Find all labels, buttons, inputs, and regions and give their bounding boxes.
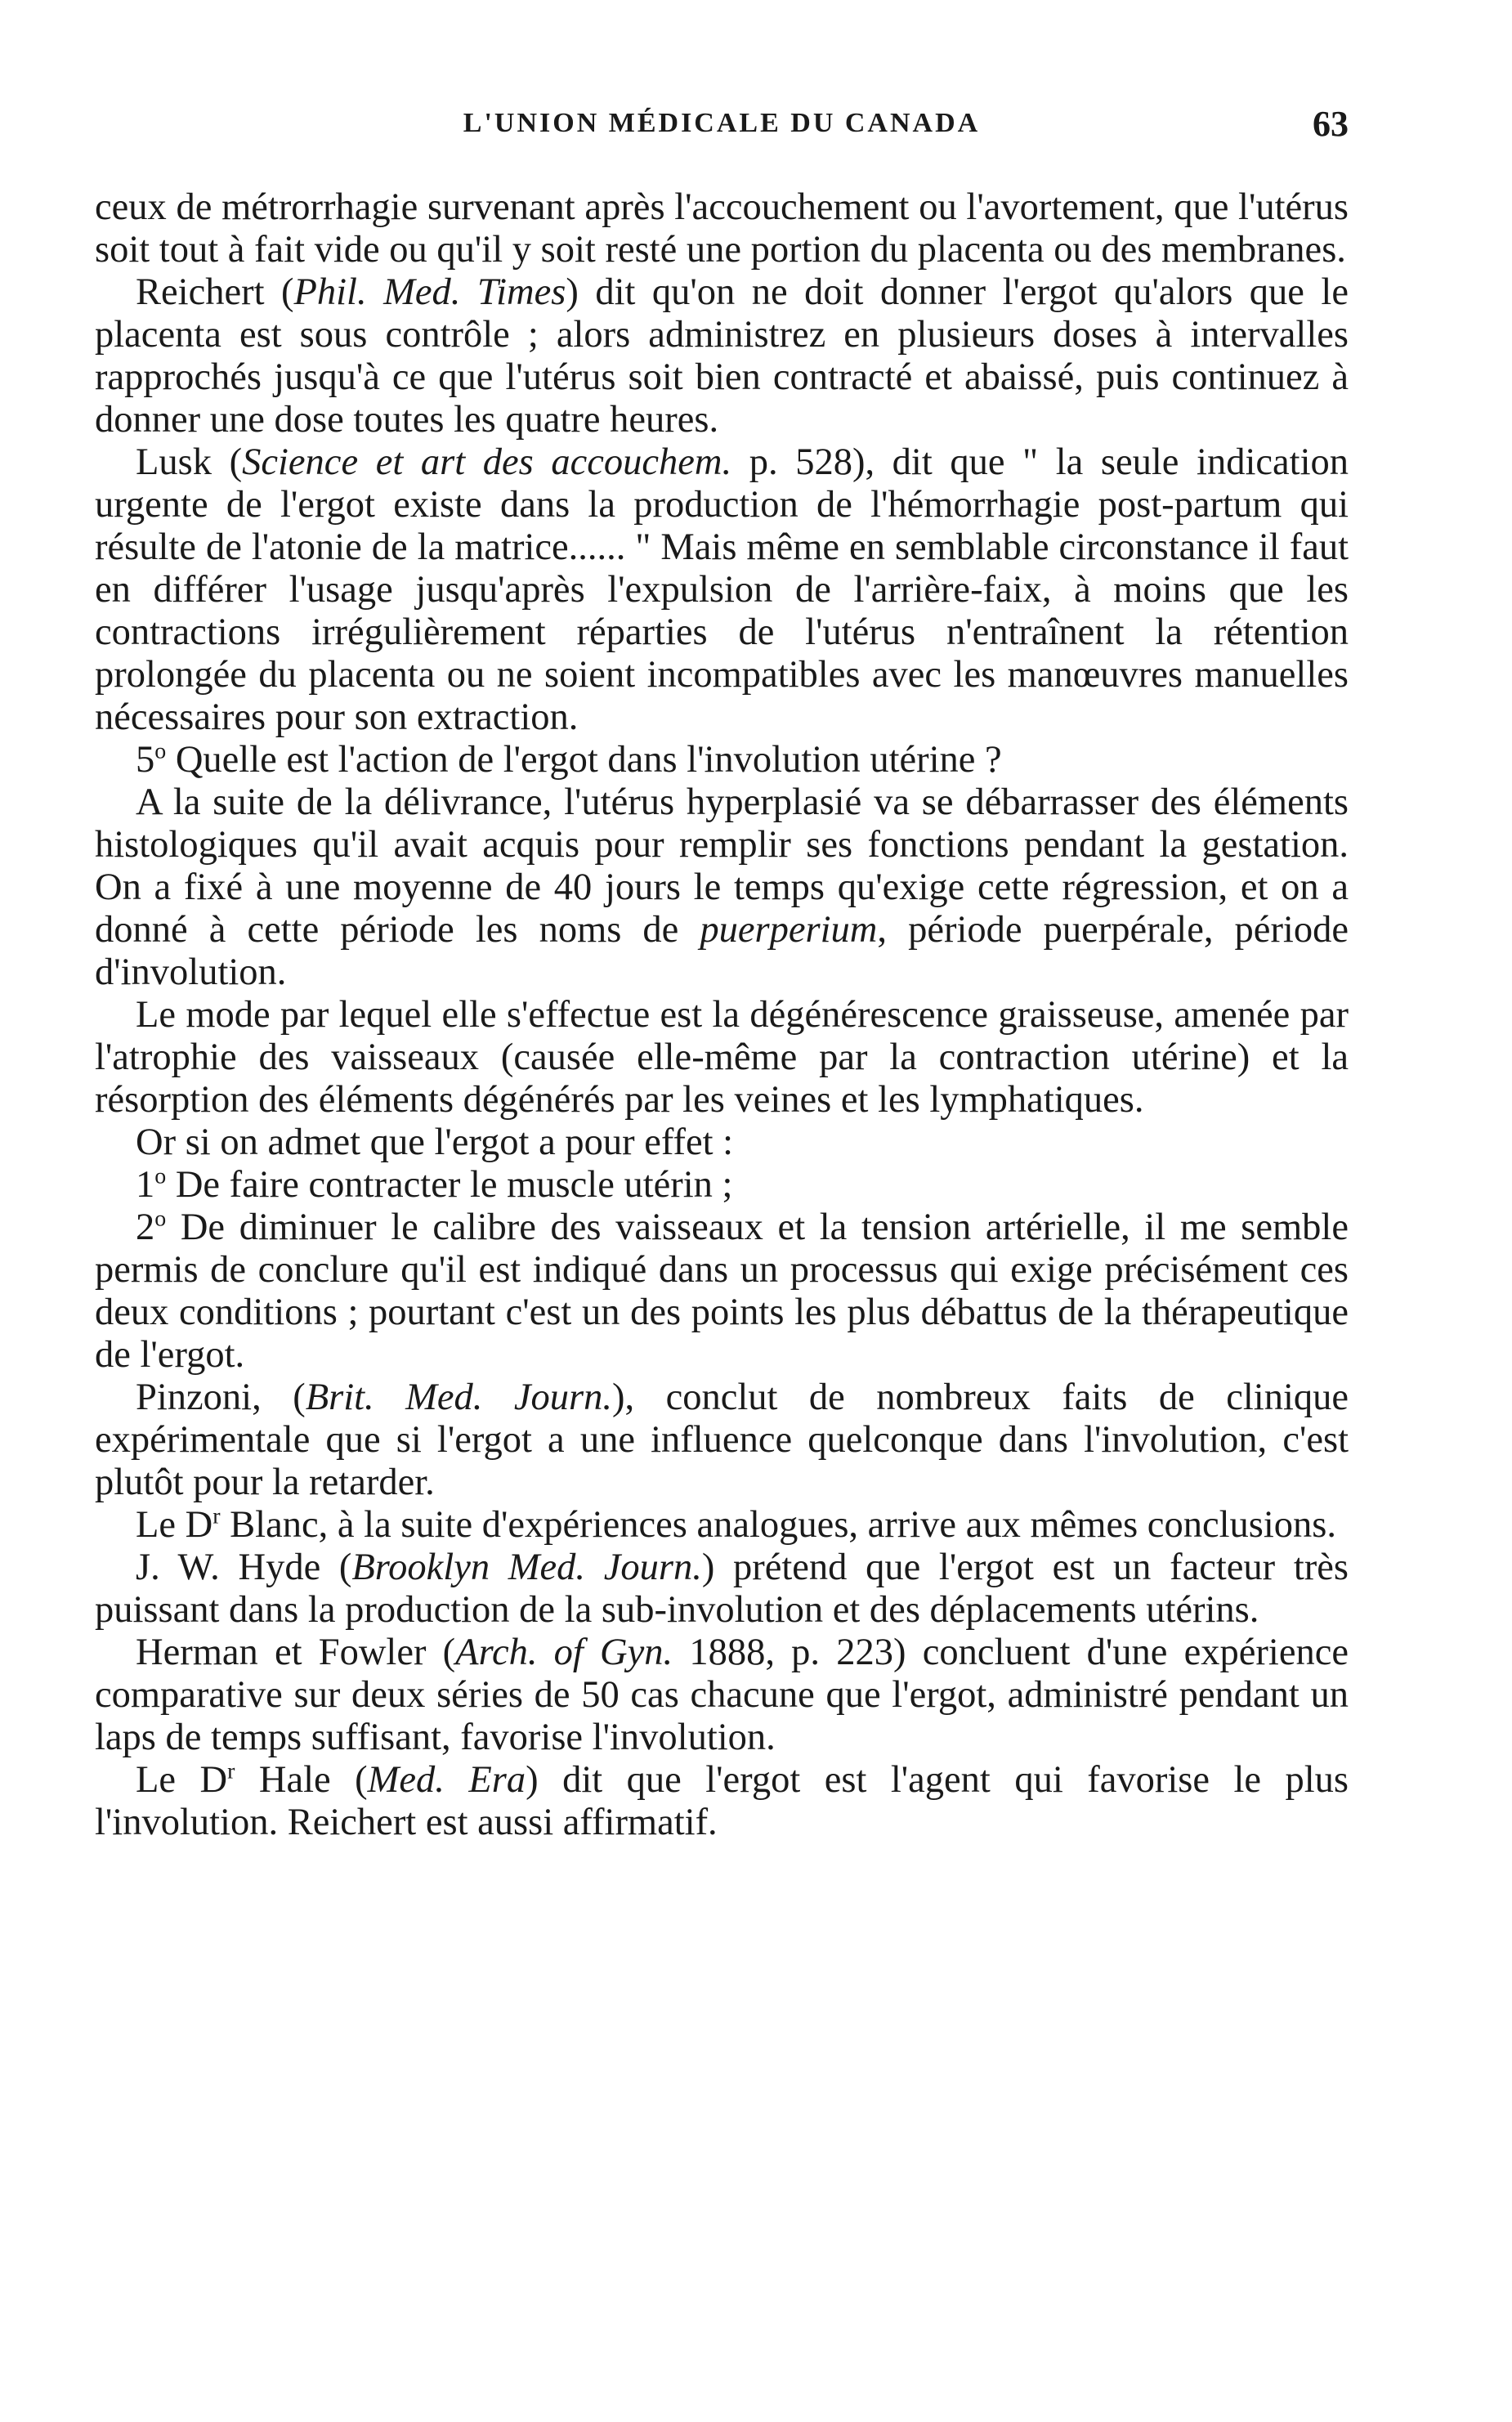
text-run: Le D [136,1759,228,1801]
text-run: p. 528), dit que " la seule indication urgente de l'ergot existe dans la production de l'hémorrhagie post-partum qui résulte de l'atonie de la matrice...... " Mais même en semblable circonstance il faut en différer l'usage jusqu'après l'expulsion de l'arrière-faix, à moins que les contractions irrégulièrement réparties de l'utérus n'entraînent la rétention prolongée du placenta ou ne soient incompatibles avec les manœuvres manuelles nécessaires pour son extraction. [95,441,1349,738]
text-run: De diminuer le calibre des vaisseaux et la tension artérielle, il me semble permis de conclure qu'il est indiqué dans un processus qui exige précisément ces deux conditions ; pourtant c'est un des points les plus débattus de la thérapeutique de l'ergot. [95,1207,1349,1376]
italic-citation: Brooklyn Med. Journ. [351,1547,702,1588]
running-head [95,104,1349,157]
paragraph [95,271,1349,441]
italic-citation: Brit. Med. Journ. [305,1377,612,1418]
text-run: 2 [136,1207,155,1248]
text-run: Quelle est l'action de l'ergot dans l'involution utérine ? [166,739,1002,781]
superscript: r [227,1758,235,1784]
text-run: Herman et Fowler ( [136,1632,456,1673]
paragraph [95,1504,1349,1547]
paragraph [95,1632,1349,1759]
text-run: ceux de métrorrhagie survenant après l'accouchement ou l'avortement, que l'utérus soit tout à fait vide ou qu'il y soit resté une portion du placenta ou des membranes. [95,186,1349,271]
text-run: A la suite de la délivrance, l'utérus hyperplasié va se débarrasser des éléments histologiques qu'il avait acquis pour remplir ses fonctions pendant la gestation. On a fixé à une moyenne de 40 jours le temps qu'exige cette régression, et on a donné à cette période les noms de [95,781,1349,951]
text-run: Or si on admet que l'ergot a pour effet : [136,1121,734,1163]
italic-citation: Science et art des accouchem. [242,441,732,483]
text-run: Pinzoni, ( [136,1377,306,1418]
paragraph [95,1207,1349,1377]
text-run: Blanc, à la suite d'expériences analogues, arrive aux mêmes conclusions. [220,1504,1336,1546]
paragraph [95,1164,1349,1207]
paragraph [95,1547,1349,1632]
paragraph [95,186,1349,271]
italic-citation: Arch. of Gyn. [455,1632,673,1673]
text-run: Le mode par lequel elle s'effectue est la dégénérescence graisseuse, amenée par l'atrophie des vaisseaux (causée elle-même par la contraction utérine) et la résorption des éléments dégénérés par les veines et les lymphatiques. [95,994,1349,1121]
paragraph [95,441,1349,739]
text-run: ) dit qu'on ne doit donner l'ergot qu'alors que le placenta est sous contrôle ; alors administrez en plusieurs doses à intervalles rapprochés jusqu'à ce que l'utérus soit bien contracté et abaissé, puis continuez à donner une dose toutes les quatre heures. [95,271,1349,441]
text-run: , période puerpérale, période d'involution. [95,909,1349,993]
superscript: o [154,738,167,764]
body-text [95,186,1349,1844]
paragraph [95,1377,1349,1504]
text-run: De faire contracter le muscle utérin ; [166,1164,733,1206]
italic-citation: Med. Era [367,1759,526,1801]
journal-title: L'UNION MÉDICALE DU CANADA [463,108,981,138]
text-run: Lusk ( [136,441,243,483]
paragraph [95,781,1349,994]
text-run: Le D [136,1504,213,1546]
text-run: ) dit que l'ergot est l'agent qui favorise le plus l'involution. Reichert est aussi affirmatif. [95,1759,1349,1843]
italic-citation: puerperium [700,909,878,951]
paragraph [95,1121,1349,1164]
text-run: 1 [136,1164,155,1206]
text-run: Hale ( [235,1759,368,1801]
italic-citation: Phil. Med. Times [293,271,566,313]
text-run: ) prétend que l'ergot est un facteur très puissant dans la production de la sub-involution et des déplacements utérins. [95,1547,1349,1631]
superscript: o [154,1206,167,1232]
page-number: 63 [1313,104,1349,144]
paragraph [95,739,1349,781]
text-run: 5 [136,739,155,781]
superscript: r [212,1503,221,1529]
text-run: ), conclut de nombreux faits de clinique expérimentale que si l'ergot a une influence quelconque dans l'involution, c'est plutôt pour la retarder. [95,1377,1349,1503]
paragraph [95,1759,1349,1844]
text-run: 1888, p. 223) concluent d'une expérience comparative sur deux séries de 50 cas chacune que l'ergot, administré pendant un laps de temps suffisant, favorise l'involution. [95,1632,1349,1758]
paragraph [95,994,1349,1121]
text-run: J. W. Hyde ( [136,1547,352,1588]
text-run: Reichert ( [136,271,294,313]
superscript: o [154,1163,167,1189]
